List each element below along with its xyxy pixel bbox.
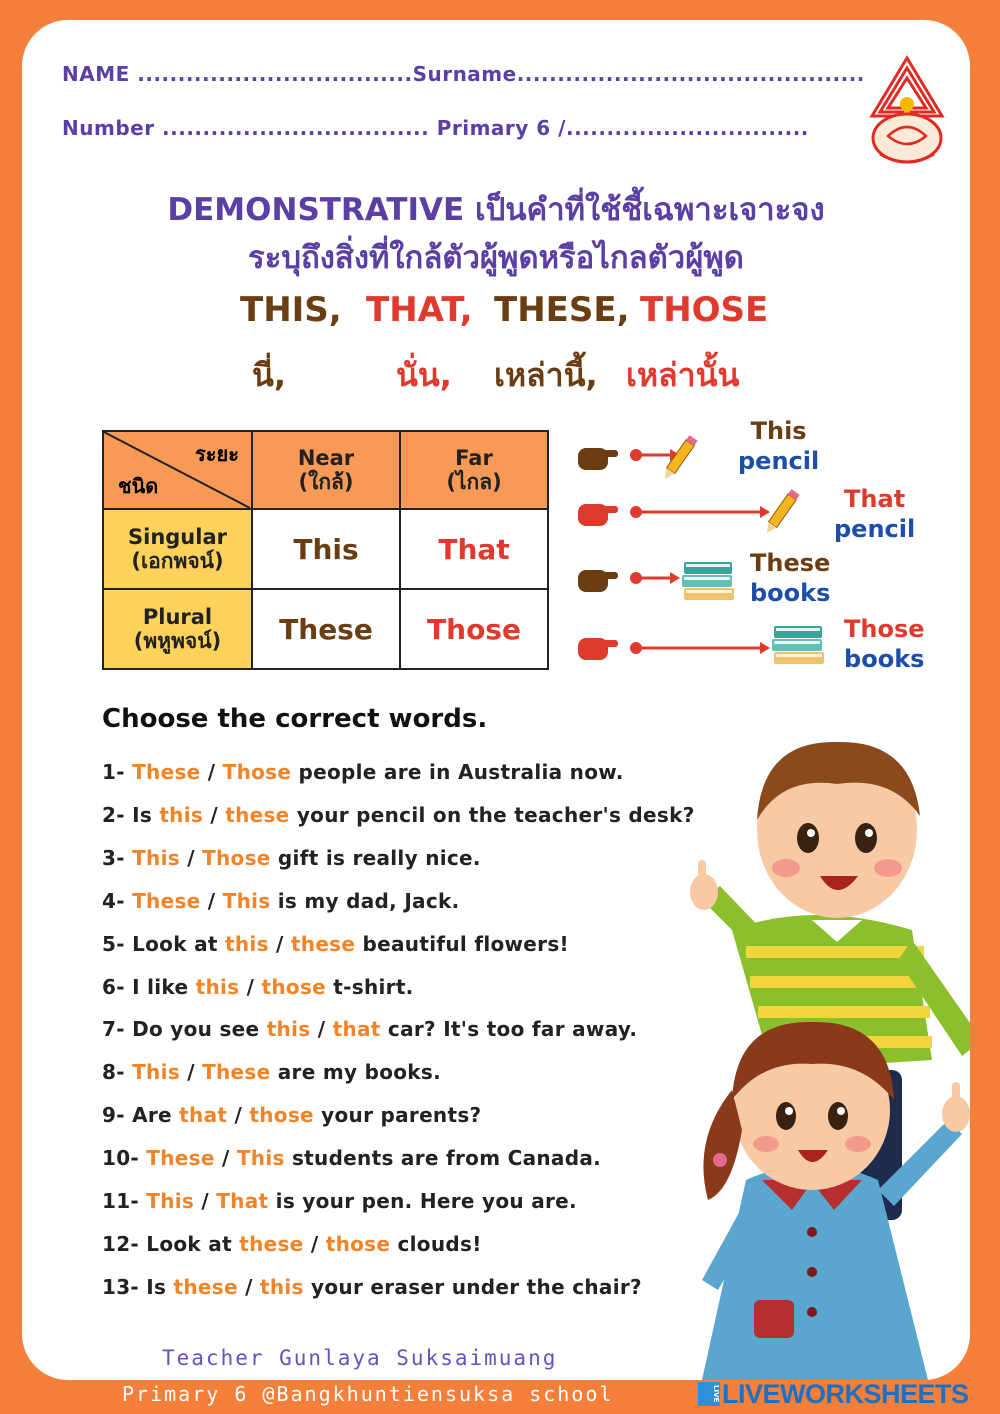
row-header-plural: Plural (พหูพจน์) <box>103 589 252 669</box>
choice-option-a[interactable]: These <box>146 1146 215 1171</box>
exercise-suffix: beautiful flowers! <box>355 931 569 956</box>
choice-separator: / <box>194 1189 217 1213</box>
exercise-suffix: are my books. <box>270 1060 441 1085</box>
children-illustration <box>662 720 970 1380</box>
example-3-noun: books <box>750 579 831 607</box>
cell-plural-near: These <box>252 589 400 669</box>
exercise-number: 4- <box>102 888 133 913</box>
exercise-suffix: t-shirt. <box>326 974 414 999</box>
choice-option-a[interactable]: This <box>132 1060 180 1085</box>
row-header-singular: Singular (เอกพจน์) <box>103 509 252 589</box>
thai-word-these: เหล่านี้, <box>494 356 598 394</box>
choice-option-a[interactable]: These <box>132 888 201 913</box>
brand-name: LIVEWORKSHEETS <box>722 1378 969 1409</box>
example-1-noun: pencil <box>738 447 820 475</box>
example-4-word: Those <box>844 615 925 643</box>
school-emblem-icon <box>858 52 956 170</box>
exercise-number: 5- <box>102 931 133 956</box>
number-line[interactable]: Number ................................. Primary 6 /.............................. <box>62 116 809 140</box>
choice-option-a[interactable]: these <box>239 1231 304 1256</box>
exercise-suffix: car? It's too far away. <box>380 1017 638 1042</box>
choice-separator: / <box>227 1103 250 1128</box>
choice-option-a[interactable]: These <box>132 760 201 784</box>
exercise-number: 13- <box>102 1274 147 1299</box>
choice-option-b[interactable]: That <box>216 1189 269 1213</box>
exercise-item <box>102 803 695 827</box>
pointing-hand-icon <box>578 570 618 592</box>
exercise-number: 1- <box>102 760 133 784</box>
thai-word-those: เหล่านั้น <box>626 356 740 394</box>
books-icon <box>682 562 734 600</box>
exercise-suffix: your parents? <box>313 1103 482 1128</box>
choice-option-b[interactable]: Those <box>202 845 271 870</box>
exercise-suffix: people are in Australia now. <box>291 760 624 784</box>
exercise-number: 8- <box>102 1060 133 1085</box>
corner-type-label: ชนิด <box>118 474 159 498</box>
choice-separator: / <box>214 1146 237 1171</box>
demonstrative-table <box>102 430 549 670</box>
choice-separator: / <box>237 1274 260 1299</box>
example-4-noun: books <box>844 645 925 673</box>
cell-singular-far: That <box>400 509 548 589</box>
table-corner-cell <box>103 431 252 509</box>
choice-option-b[interactable]: those <box>249 1103 314 1128</box>
exercise-number: 9- <box>102 1103 133 1128</box>
exercise-suffix: is your pen. Here you are. <box>268 1189 577 1213</box>
choice-option-a[interactable]: This <box>146 1189 195 1213</box>
example-that-pencil <box>574 486 834 542</box>
column-header-near: Near (ใกล้) <box>252 431 400 509</box>
exercise-number: 10- <box>102 1146 147 1171</box>
exercise-suffix: is my dad, Jack. <box>270 888 460 913</box>
exercise-prefix: Do you see <box>132 1017 267 1042</box>
exercise-prefix: Is <box>132 802 160 827</box>
school-footer: Primary 6 @Bangkhuntiensuksa school <box>122 1382 614 1406</box>
live-badge-icon: LIVE <box>698 1382 720 1406</box>
exercise-prefix: Is <box>146 1274 174 1299</box>
exercise-item <box>102 760 624 784</box>
girl-illustration <box>702 1022 970 1380</box>
exercise-item <box>102 1103 481 1127</box>
exercise-number: 6- <box>102 974 133 999</box>
example-3-label <box>750 548 830 608</box>
exercise-item <box>102 1189 577 1213</box>
pointing-hand-icon <box>578 638 618 660</box>
word-that: THAT, <box>366 290 473 330</box>
exercise-prefix: Are <box>132 1103 180 1128</box>
exercise-item <box>102 975 414 999</box>
choice-option-b[interactable]: This <box>236 1146 285 1171</box>
exercise-number: 11- <box>102 1189 147 1213</box>
choice-option-b[interactable]: those <box>325 1231 391 1256</box>
example-those-books <box>574 620 834 678</box>
choice-separator: / <box>268 931 291 956</box>
exercise-item <box>102 1275 642 1299</box>
choice-option-b[interactable]: those <box>261 974 327 999</box>
exercise-prefix: Look at <box>132 931 226 956</box>
exercise-number: 7- <box>102 1017 133 1042</box>
word-this: THIS, <box>240 290 342 330</box>
thai-word-this: นี่, <box>252 356 287 394</box>
exercise-prefix: Look at <box>146 1231 240 1256</box>
exercise-number: 12- <box>102 1231 147 1256</box>
choice-option-b[interactable]: these <box>225 802 290 827</box>
pencil-icon <box>661 435 698 482</box>
choice-separator: / <box>179 1060 203 1085</box>
exercise-suffix: gift is really nice. <box>270 845 481 870</box>
exercise-item <box>102 889 460 913</box>
choice-option-a[interactable]: these <box>173 1274 238 1299</box>
choice-option-b[interactable]: that <box>332 1017 381 1042</box>
example-4-label <box>844 614 925 674</box>
exercise-suffix: clouds! <box>390 1231 482 1256</box>
choice-option-b[interactable]: This <box>222 888 271 913</box>
example-these-books <box>574 554 774 610</box>
choice-separator: / <box>200 888 223 913</box>
exercise-item <box>102 1232 482 1256</box>
cell-plural-far: Those <box>400 589 548 669</box>
exercise-suffix: your pencil on the teacher's desk? <box>289 802 695 827</box>
liveworksheets-logo[interactable] <box>698 1380 969 1408</box>
name-line[interactable]: NAME ..................................Surname........................................... <box>62 62 865 86</box>
pointing-hand-icon <box>578 504 618 526</box>
title-line-2: ระบุถึงสิ่งที่ใกล้ตัวผู้พูดหรือไกลตัวผู้พูด <box>248 240 744 276</box>
cell-singular-near: This <box>252 509 400 589</box>
example-2-label <box>834 484 915 544</box>
choice-option-a[interactable]: this <box>159 802 204 827</box>
example-1-label <box>738 416 819 476</box>
exercise-item <box>102 846 481 870</box>
example-1-word: This <box>750 417 807 445</box>
choice-option-a[interactable]: this <box>225 931 269 956</box>
choice-option-a[interactable]: this <box>266 1017 311 1042</box>
choice-option-a[interactable]: that <box>179 1103 228 1128</box>
corner-distance-label: ระยะ <box>195 442 239 466</box>
worksheet-page <box>22 20 970 1380</box>
title-line-1: DEMONSTRATIVE เป็นคำที่ใช้ชี้เฉพาะเจาะจง <box>167 192 825 228</box>
choice-separator: / <box>310 1017 333 1042</box>
exercise-suffix: your eraser under the chair? <box>303 1274 642 1299</box>
thai-word-that: นั่น, <box>396 356 452 394</box>
choice-separator: / <box>239 974 262 999</box>
word-these: THESE, <box>494 290 630 330</box>
teacher-name: Teacher Gunlaya Suksaimuang <box>162 1346 558 1370</box>
example-2-word: That <box>844 485 906 513</box>
example-3-word: These <box>750 549 831 577</box>
exercise-item <box>102 1146 601 1170</box>
exercise-prefix: I like <box>132 974 196 999</box>
choice-option-b[interactable]: this <box>260 1274 304 1299</box>
column-header-far: Far (ไกล) <box>400 431 548 509</box>
choice-option-b[interactable]: these <box>290 931 356 956</box>
example-2-noun: pencil <box>834 515 916 543</box>
choice-separator: / <box>303 1231 326 1256</box>
exercise-heading: Choose the correct words. <box>102 704 488 734</box>
exercise-number: 2- <box>102 802 133 827</box>
pointing-hand-icon <box>578 448 618 470</box>
choice-separator: / <box>203 802 226 827</box>
choice-separator: / <box>200 760 223 784</box>
word-those: THOSE <box>640 290 769 330</box>
choice-option-b[interactable]: Those <box>222 760 292 784</box>
choice-option-a[interactable]: this <box>195 974 240 999</box>
exercise-item <box>102 932 569 956</box>
choice-option-a[interactable]: This <box>132 845 180 870</box>
exercise-suffix: students are from Canada. <box>284 1146 602 1171</box>
choice-option-b[interactable]: These <box>202 1060 271 1085</box>
choice-separator: / <box>179 845 203 870</box>
exercise-number: 3- <box>102 845 133 870</box>
exercise-item <box>102 1060 441 1084</box>
exercise-item <box>102 1017 637 1041</box>
books-icon <box>772 626 824 664</box>
